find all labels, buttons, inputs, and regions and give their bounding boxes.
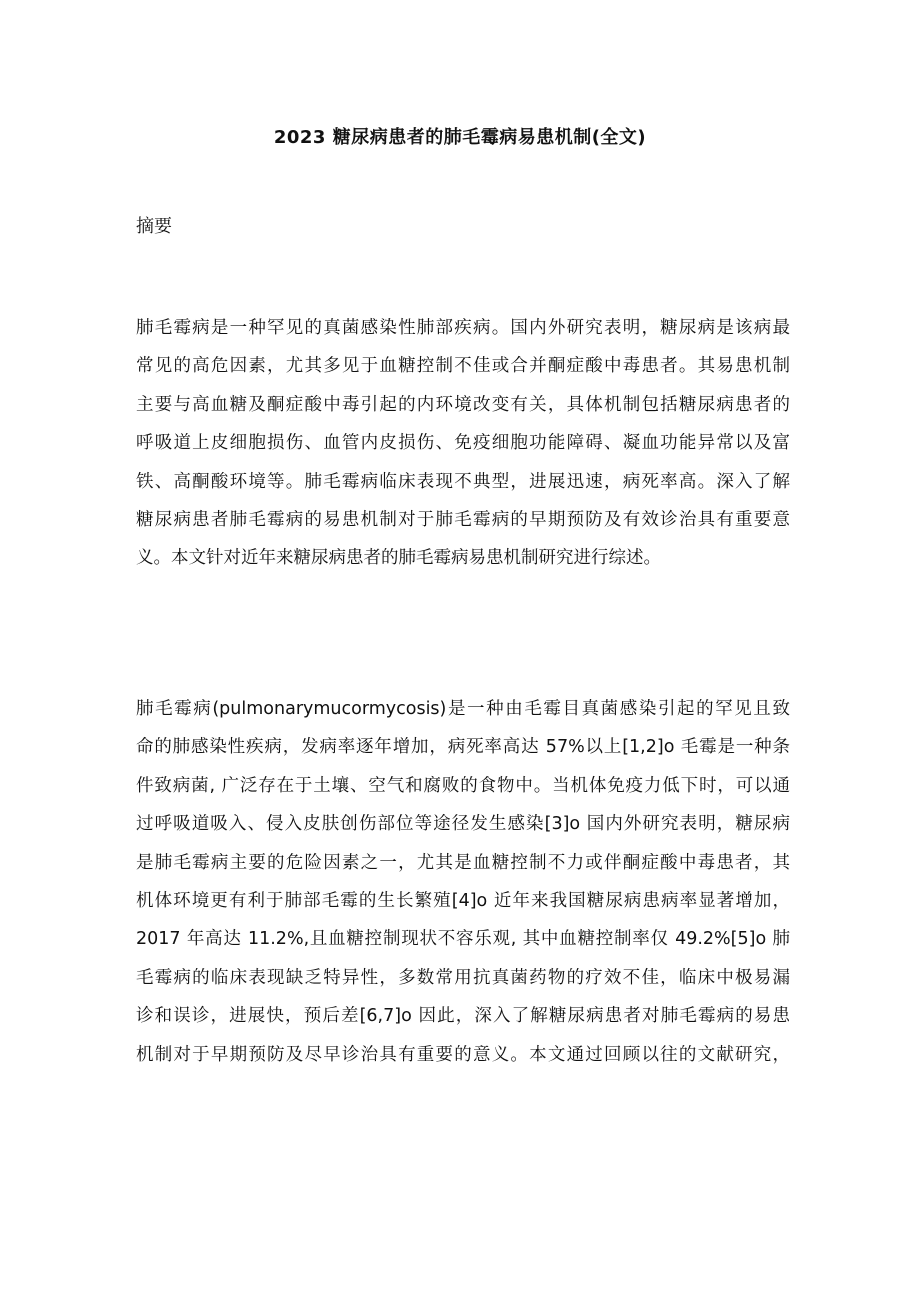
text-line: 铁、高酮酸环境等。肺毛霉病临床表现不典型，进展迅速，病死率高。深入了解 bbox=[136, 471, 790, 492]
text-line: 肺毛霉病(pulmonarymucormycosis)是一种由毛霉目真菌感染引起的罕见且致 bbox=[136, 699, 790, 719]
text-line: 件致病菌, 广泛存在于土壤、空气和腐败的食物中。当机体免疫力低下时，可以通 bbox=[136, 775, 790, 796]
abstract-paragraph bbox=[136, 309, 790, 578]
abstract-heading: 摘要 bbox=[136, 216, 172, 237]
text-line: 义。本文针对近年来糖尿病患者的肺毛霉病易患机制研究进行综述。 bbox=[136, 548, 661, 569]
text-line: 2017 年高达 11.2%,且血糖控制现状不容乐观, 其中血糖控制率仅 49.2%[5]o 肺 bbox=[136, 929, 790, 950]
text-line: 命的肺感染性疾病，发病率逐年增加，病死率高达 57%以上[1,2]o 毛霉是一种条 bbox=[136, 737, 790, 758]
intro-paragraph bbox=[136, 690, 790, 1074]
text-line: 毛霉病的临床表现缺乏特异性，多数常用抗真菌药物的疗效不佳，临床中极易漏 bbox=[136, 967, 790, 988]
text-line: 肺毛霉病是一种罕见的真菌感染性肺部疾病。国内外研究表明，糖尿病是该病最 bbox=[136, 318, 790, 338]
text-line: 主要与高血糖及酮症酸中毒引起的内环境改变有关，具体机制包括糖尿病患者的 bbox=[136, 394, 790, 415]
text-line: 是肺毛霉病主要的危险因素之一，尤其是血糖控制不力或伴酮症酸中毒患者，其 bbox=[136, 852, 790, 873]
text-line: 常见的高危因素，尤其多见于血糖控制不佳或合并酮症酸中毒患者。其易患机制 bbox=[136, 356, 790, 377]
text-line: 机制对于早期预防及尽早诊治具有重要的意义。本文通过回顾以往的文献研究， bbox=[136, 1044, 790, 1065]
text-line: 糖尿病患者肺毛霉病的易患机制对于肺毛霉病的早期预防及有效诊治具有重要意 bbox=[136, 510, 790, 531]
text-line: 呼吸道上皮细胞损伤、血管内皮损伤、免疫细胞功能障碍、凝血功能异常以及富 bbox=[136, 433, 790, 454]
text-line: 过呼吸道吸入、侵入皮肤创伤部位等途径发生感染[3]o 国内外研究表明，糖尿病 bbox=[136, 814, 790, 835]
text-line: 机体环境更有利于肺部毛霉的生长繁殖[4]o 近年来我国糖尿病患病率显著增加， bbox=[136, 891, 790, 912]
text-line: 诊和误诊，进展快，预后差[6,7]o 因此，深入了解糖尿病患者对肺毛霉病的易患 bbox=[136, 1006, 790, 1027]
document-title: 2023 糖尿病患者的肺毛霉病易患机制(全文) bbox=[273, 127, 647, 148]
